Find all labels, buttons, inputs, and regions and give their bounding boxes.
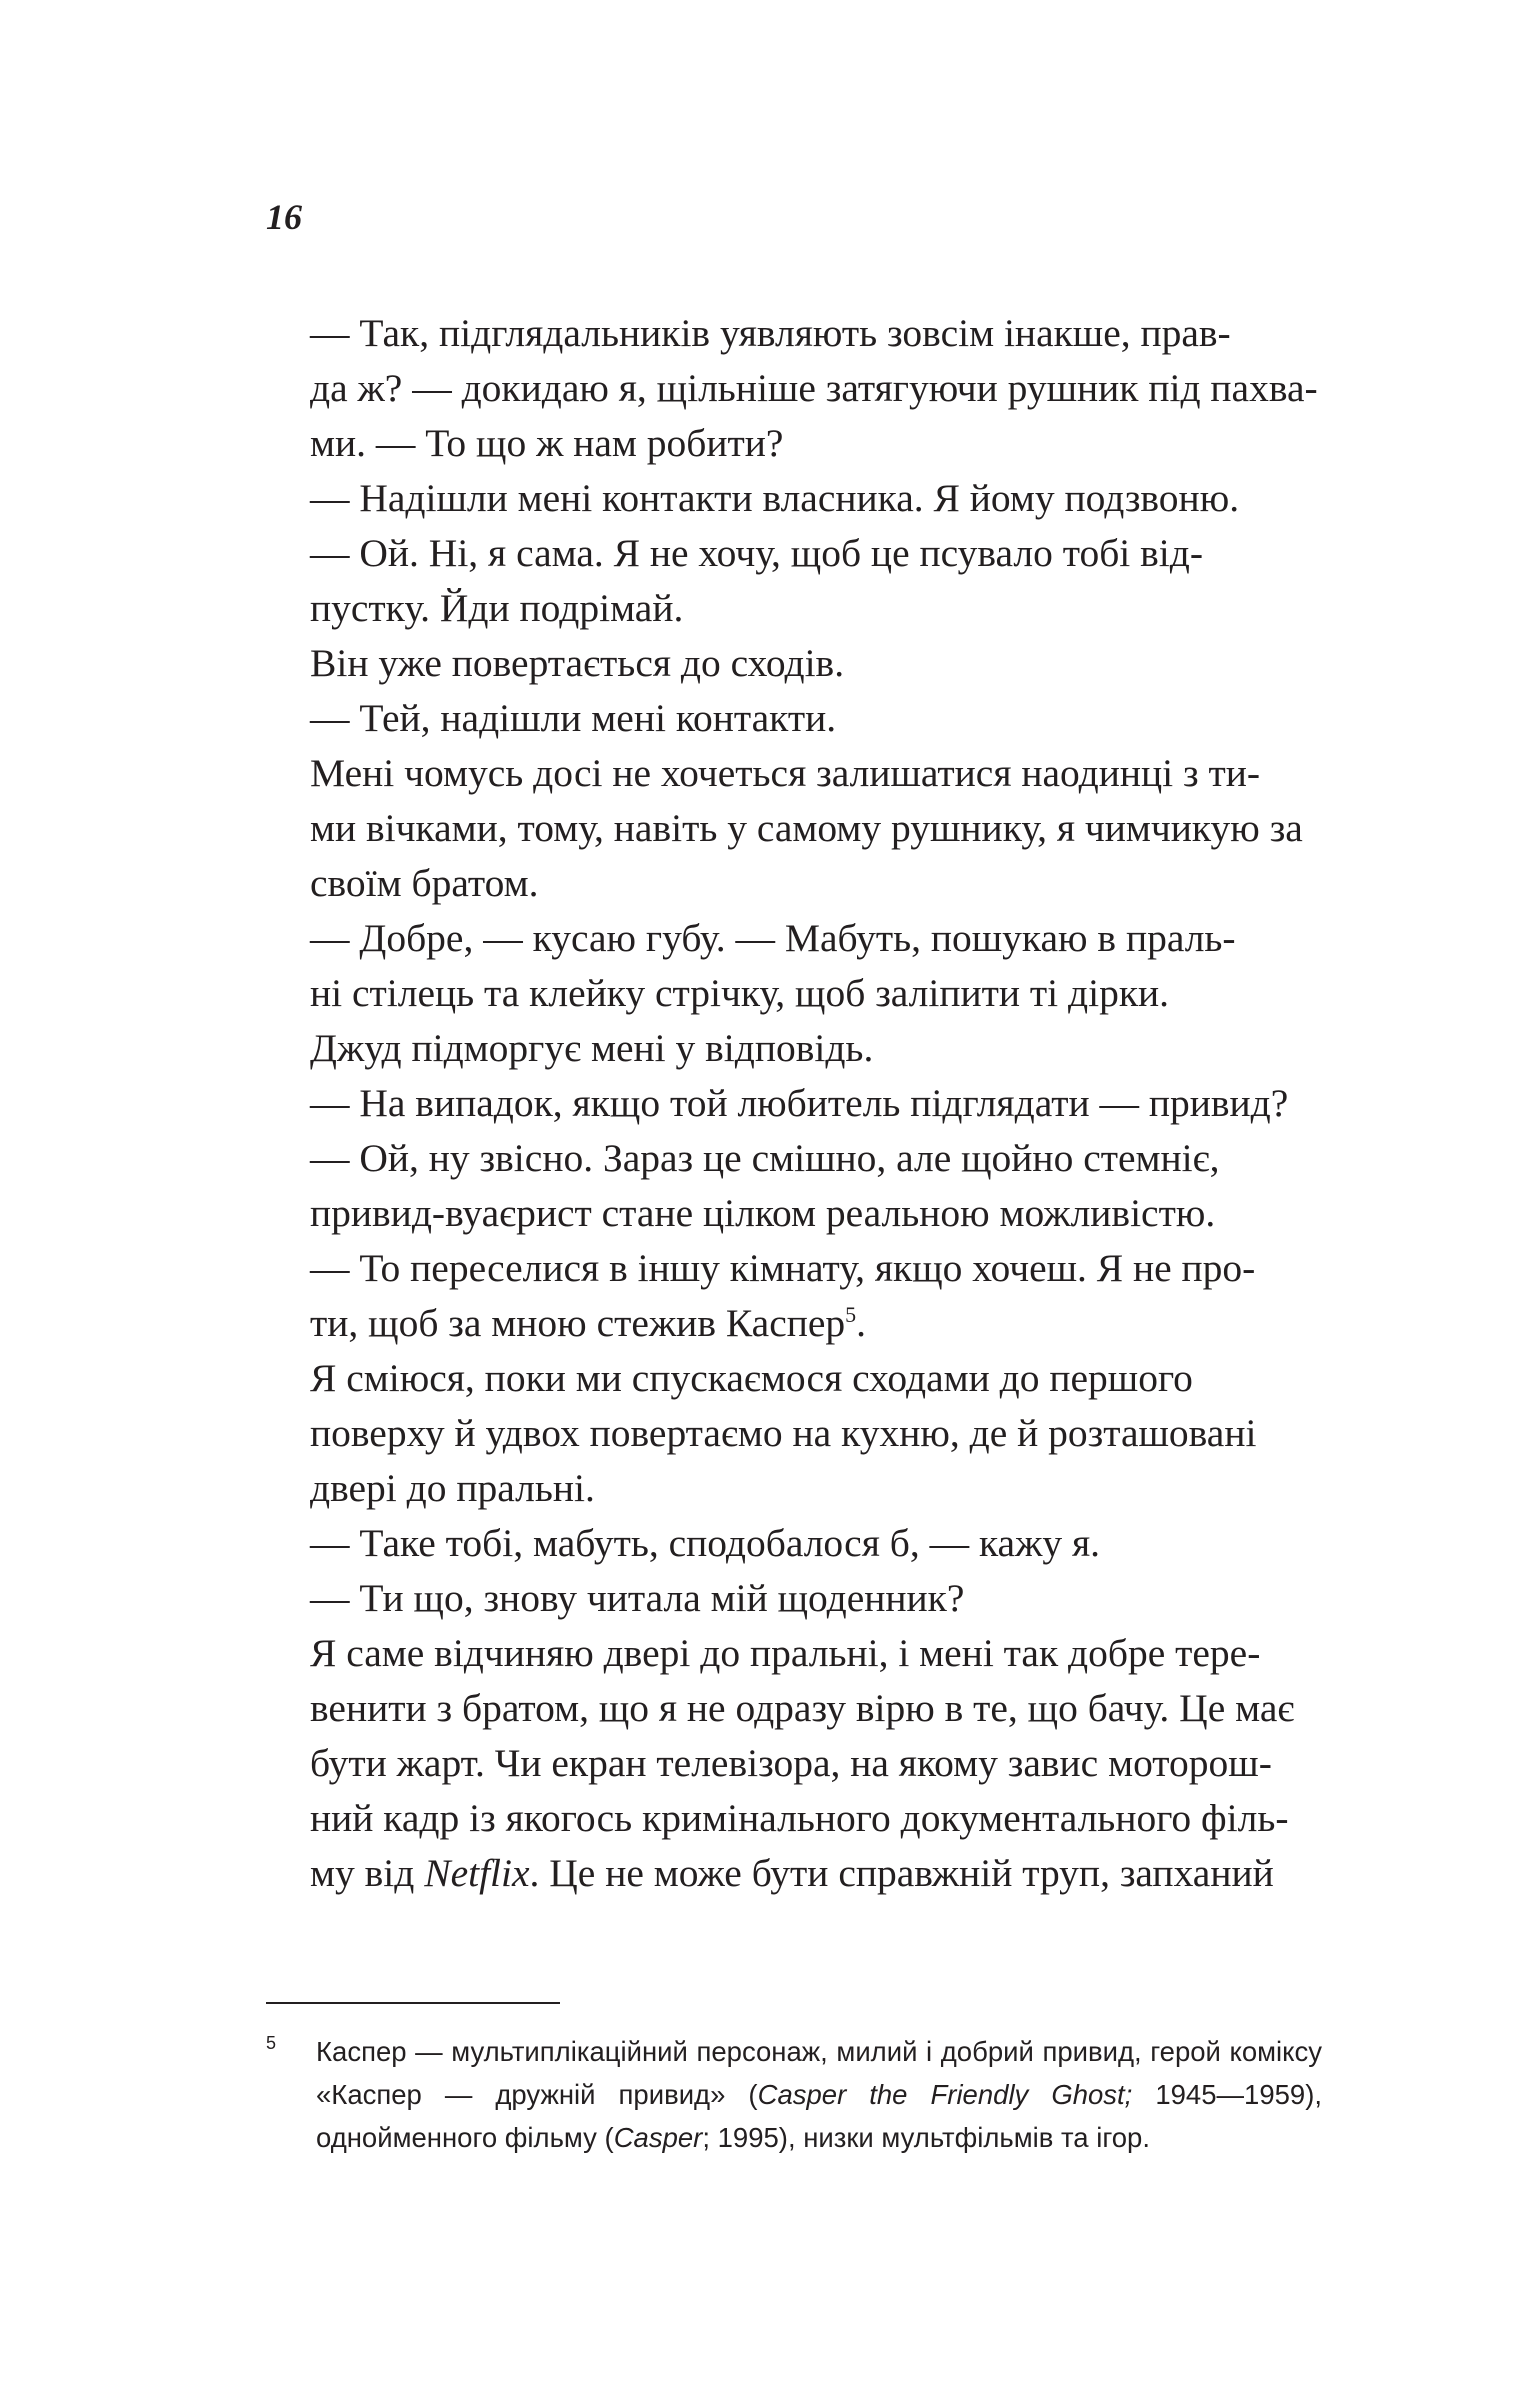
text-line: ми. — То що ж нам робити? — [310, 421, 784, 465]
text-line: пустку. Йди подрімай. — [310, 586, 684, 630]
text-line: Мені чомусь досі не хочеться залишатися наодинці з ти- — [310, 751, 1261, 795]
page-number: 16 — [266, 197, 302, 237]
text-line: — Добре, — кусаю губу. — Мабуть, пошукаю в праль- — [310, 916, 1236, 960]
paragraph — [310, 1241, 1322, 1351]
text-line: Джуд підморгує мені у відповідь. — [310, 1026, 874, 1070]
footnote-text — [316, 2030, 1322, 2159]
paragraph — [310, 636, 1322, 691]
paragraph — [310, 746, 1322, 911]
footnote-marker: 5 — [266, 2033, 277, 2053]
paragraph — [310, 911, 1322, 1021]
text-line: — Таке тобі, мабуть, сподобалося б, — кажу я. — [310, 1521, 1101, 1565]
text-line: своїм братом. — [310, 861, 539, 905]
brand-name: Netflix — [424, 1851, 530, 1895]
text-line: ти, щоб за мною стежив Каспер — [310, 1301, 846, 1345]
sentence-end: . — [856, 1301, 867, 1345]
text-line: бути жарт. Чи екран телевізора, на якому завис моторош- — [310, 1741, 1272, 1785]
text-line: ми вічками, тому, навіть у самому рушнику, я чимчикую за — [310, 806, 1303, 850]
footnote-divider — [266, 2002, 560, 2004]
text-line: — Ой, ну звісно. Зараз це смішно, але щойно стемніє, — [310, 1136, 1220, 1180]
text-line: двері до пральні. — [310, 1466, 595, 1510]
text-line: поверху й удвох повертаємо на кухню, де й розташовані — [310, 1411, 1257, 1455]
paragraph — [310, 691, 1322, 746]
paragraph — [310, 1351, 1322, 1516]
text-line: венити з братом, що я не одразу вірю в те, що бачу. Це має — [310, 1686, 1295, 1730]
footnote — [266, 2030, 1322, 2159]
text-line: — Так, підглядальників уявляють зовсім інакше, прав- — [310, 311, 1231, 355]
footnote-segment: Каспер — мультиплікаційний персонаж, милий і добрий привид, герой коміксу «Каспер — дружній привид» ( — [316, 2036, 1322, 2110]
paragraph — [310, 526, 1322, 636]
text-line: — На випадок, якщо той любитель підглядати — привид? — [310, 1081, 1289, 1125]
text-line: — То переселися в іншу кімнату, якщо хочеш. Я не про- — [310, 1246, 1256, 1290]
paragraph — [310, 1626, 1322, 1901]
body-text — [310, 306, 1322, 1901]
text-line: — Надішли мені контакти власника. Я йому подзвоню. — [310, 476, 1240, 520]
paragraph — [310, 471, 1322, 526]
footnote-title: Casper — [613, 2122, 703, 2153]
paragraph — [310, 1076, 1322, 1131]
text-line: . Це не може бути справжній труп, запханий — [529, 1851, 1274, 1895]
footnote-reference: 5 — [845, 1302, 857, 1327]
text-line: — Ти що, знову читала мій щоденник? — [310, 1576, 965, 1620]
text-line: привид-вуаєрист стане цілком реальною можливістю. — [310, 1191, 1216, 1235]
footnote-title: Casper the Friendly Ghost; — [757, 2079, 1133, 2110]
text-line: — Ой. Ні, я сама. Я не хочу, щоб це псувало тобі від- — [310, 531, 1204, 575]
paragraph — [310, 1516, 1322, 1571]
text-line: ні стілець та клейку стрічку, щоб заліпити ті дірки. — [310, 971, 1170, 1015]
text-line: Я сміюся, поки ми спускаємося сходами до першого — [310, 1356, 1193, 1400]
text-line: — Тей, надішли мені контакти. — [310, 696, 837, 740]
text-line: да ж? — докидаю я, щільніше затягуючи рушник під пахва- — [310, 366, 1318, 410]
paragraph — [310, 1021, 1322, 1076]
paragraph — [310, 1571, 1322, 1626]
footnote-segment: ; 1995), низки мультфільмів та ігор. — [702, 2122, 1150, 2153]
text-line: Він уже повертається до сходів. — [310, 641, 845, 685]
text-line: Я саме відчиняю двері до пральні, і мені так добре тере- — [310, 1631, 1261, 1675]
paragraph — [310, 1131, 1322, 1241]
paragraph — [310, 306, 1322, 471]
text-line: му від — [310, 1851, 425, 1895]
footnote-segment: 1945—1959), однойменного фільму ( — [316, 2079, 1322, 2153]
text-line: ний кадр із якогось кримінального документального філь- — [310, 1796, 1289, 1840]
